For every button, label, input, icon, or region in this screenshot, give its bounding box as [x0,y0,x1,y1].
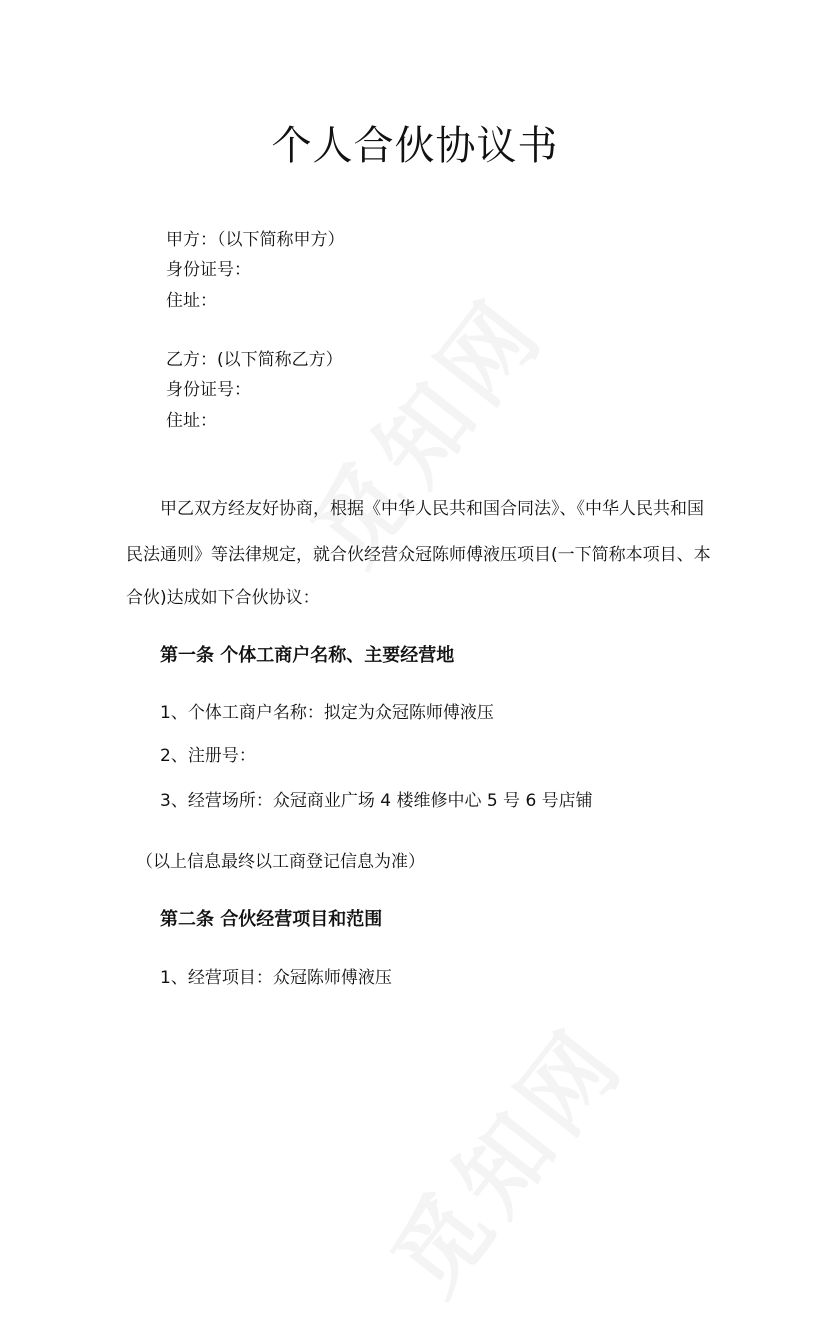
party-b-name-line: 乙方：(以下简称乙方） [166,350,343,370]
party-a-id-line: 身份证号： [166,260,251,280]
article-1-item-3: 3、经营场所：众冠商业广场 4 楼维修中心 5 号 6 号店铺 [160,791,593,811]
intro-paragraph-line-2: 民法通则》等法律规定，就合伙经营众冠陈师傅液压项目(一下简称本项目、本 [126,545,711,565]
article-1-item-1: 1、个体工商户名称：拟定为众冠陈师傅液压 [160,703,494,723]
party-b-address-line: 住址： [166,411,217,431]
watermark [357,995,649,1317]
intro-paragraph-line-1: 甲乙双方经友好协商，根据《中华人民共和国合同法》、《中华人民共和国 [160,499,704,519]
article-1-note: （以上信息最终以工商登记信息为准） [136,852,425,872]
document-title: 个人合伙协议书 [271,123,559,169]
article-1-item-2: 2、注册号： [160,746,256,766]
article-2-item-1: 1、经营项目：众冠陈师傅液压 [160,968,392,988]
watermark [277,265,569,587]
intro-paragraph-line-3: 合伙)达成如下合伙协议： [126,588,320,608]
party-a-address-line: 住址： [166,291,217,311]
party-b-id-line: 身份证号： [166,380,251,400]
party-a-name-line: 甲方：（以下简称甲方） [166,230,345,250]
article-2-heading: 第二条 合伙经营项目和范围 [160,909,383,930]
article-1-heading: 第一条 个体工商户名称、主要经营地 [160,645,455,666]
